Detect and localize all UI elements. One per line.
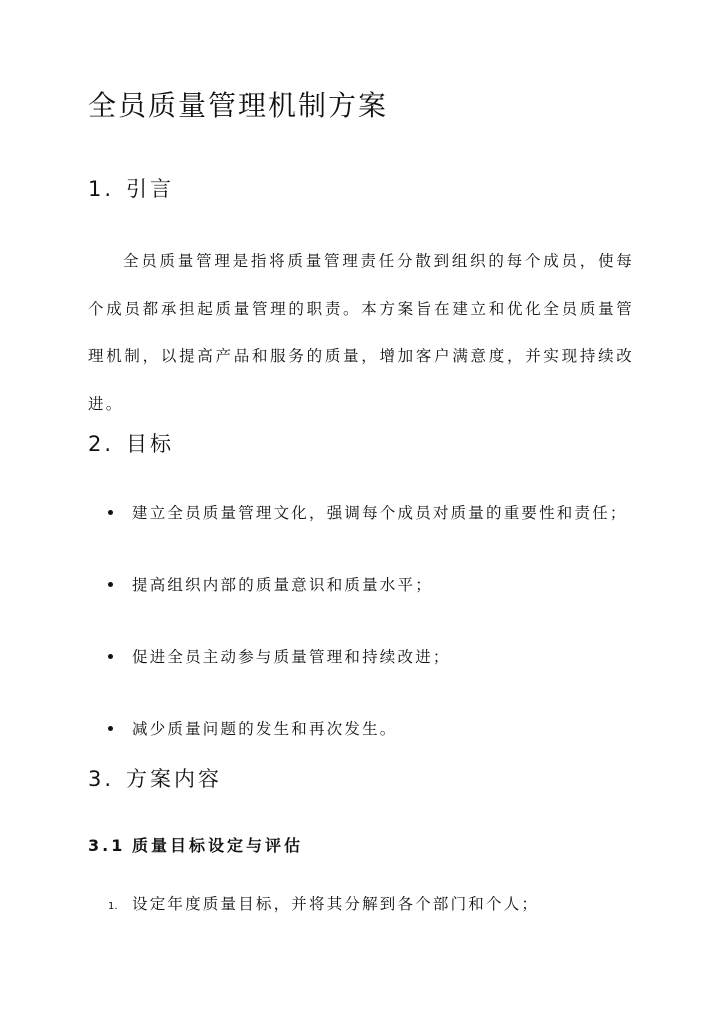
quality-goals-list [88, 886, 634, 922]
section-title: 引言 [126, 177, 174, 201]
subsection-number: 3.1 [88, 836, 126, 855]
list-item [88, 564, 634, 606]
section-heading-introduction [88, 174, 174, 204]
subsection-title: 质量目标设定与评估 [132, 836, 304, 855]
list-item-text: 设定年度质量目标，并将其分解到各个部门和个人； [132, 895, 540, 913]
list-item [88, 708, 634, 750]
list-item-text: 减少质量问题的发生和再次发生。 [132, 720, 398, 738]
list-item [88, 886, 634, 922]
section-title: 方案内容 [126, 767, 222, 791]
list-item-text: 提高组织内部的质量意识和质量水平； [132, 576, 433, 594]
section-number: 2. [88, 432, 115, 456]
bullet-icon [108, 654, 113, 659]
document-title: 全员质量管理机制方案 [88, 89, 389, 122]
section-number: 1. [88, 177, 115, 201]
list-item [88, 636, 634, 678]
section-number: 3. [88, 767, 115, 791]
list-item-text: 促进全员主动参与质量管理和持续改进； [132, 648, 451, 666]
list-item-text: 建立全员质量管理文化，强调每个成员对质量的重要性和责任； [132, 504, 628, 522]
bullet-icon [108, 726, 113, 731]
subsection-heading-quality-goals [88, 834, 303, 858]
introduction-paragraph: 全员质量管理是指将质量管理责任分散到组织的每个成员，使每个成员都承担起质量管理的职责。本方案旨在建立和优化全员质量管理机制，以提高产品和服务的质量，增加客户满意度，并实现持续改进。 [88, 252, 634, 413]
section-heading-goals [88, 429, 174, 459]
section-heading-plan-content [88, 764, 222, 794]
list-item [88, 492, 634, 534]
section-title: 目标 [126, 432, 174, 456]
list-item-number: 1. [108, 901, 118, 912]
goals-list [88, 492, 634, 750]
bullet-icon [108, 582, 113, 587]
bullet-icon [108, 510, 113, 515]
